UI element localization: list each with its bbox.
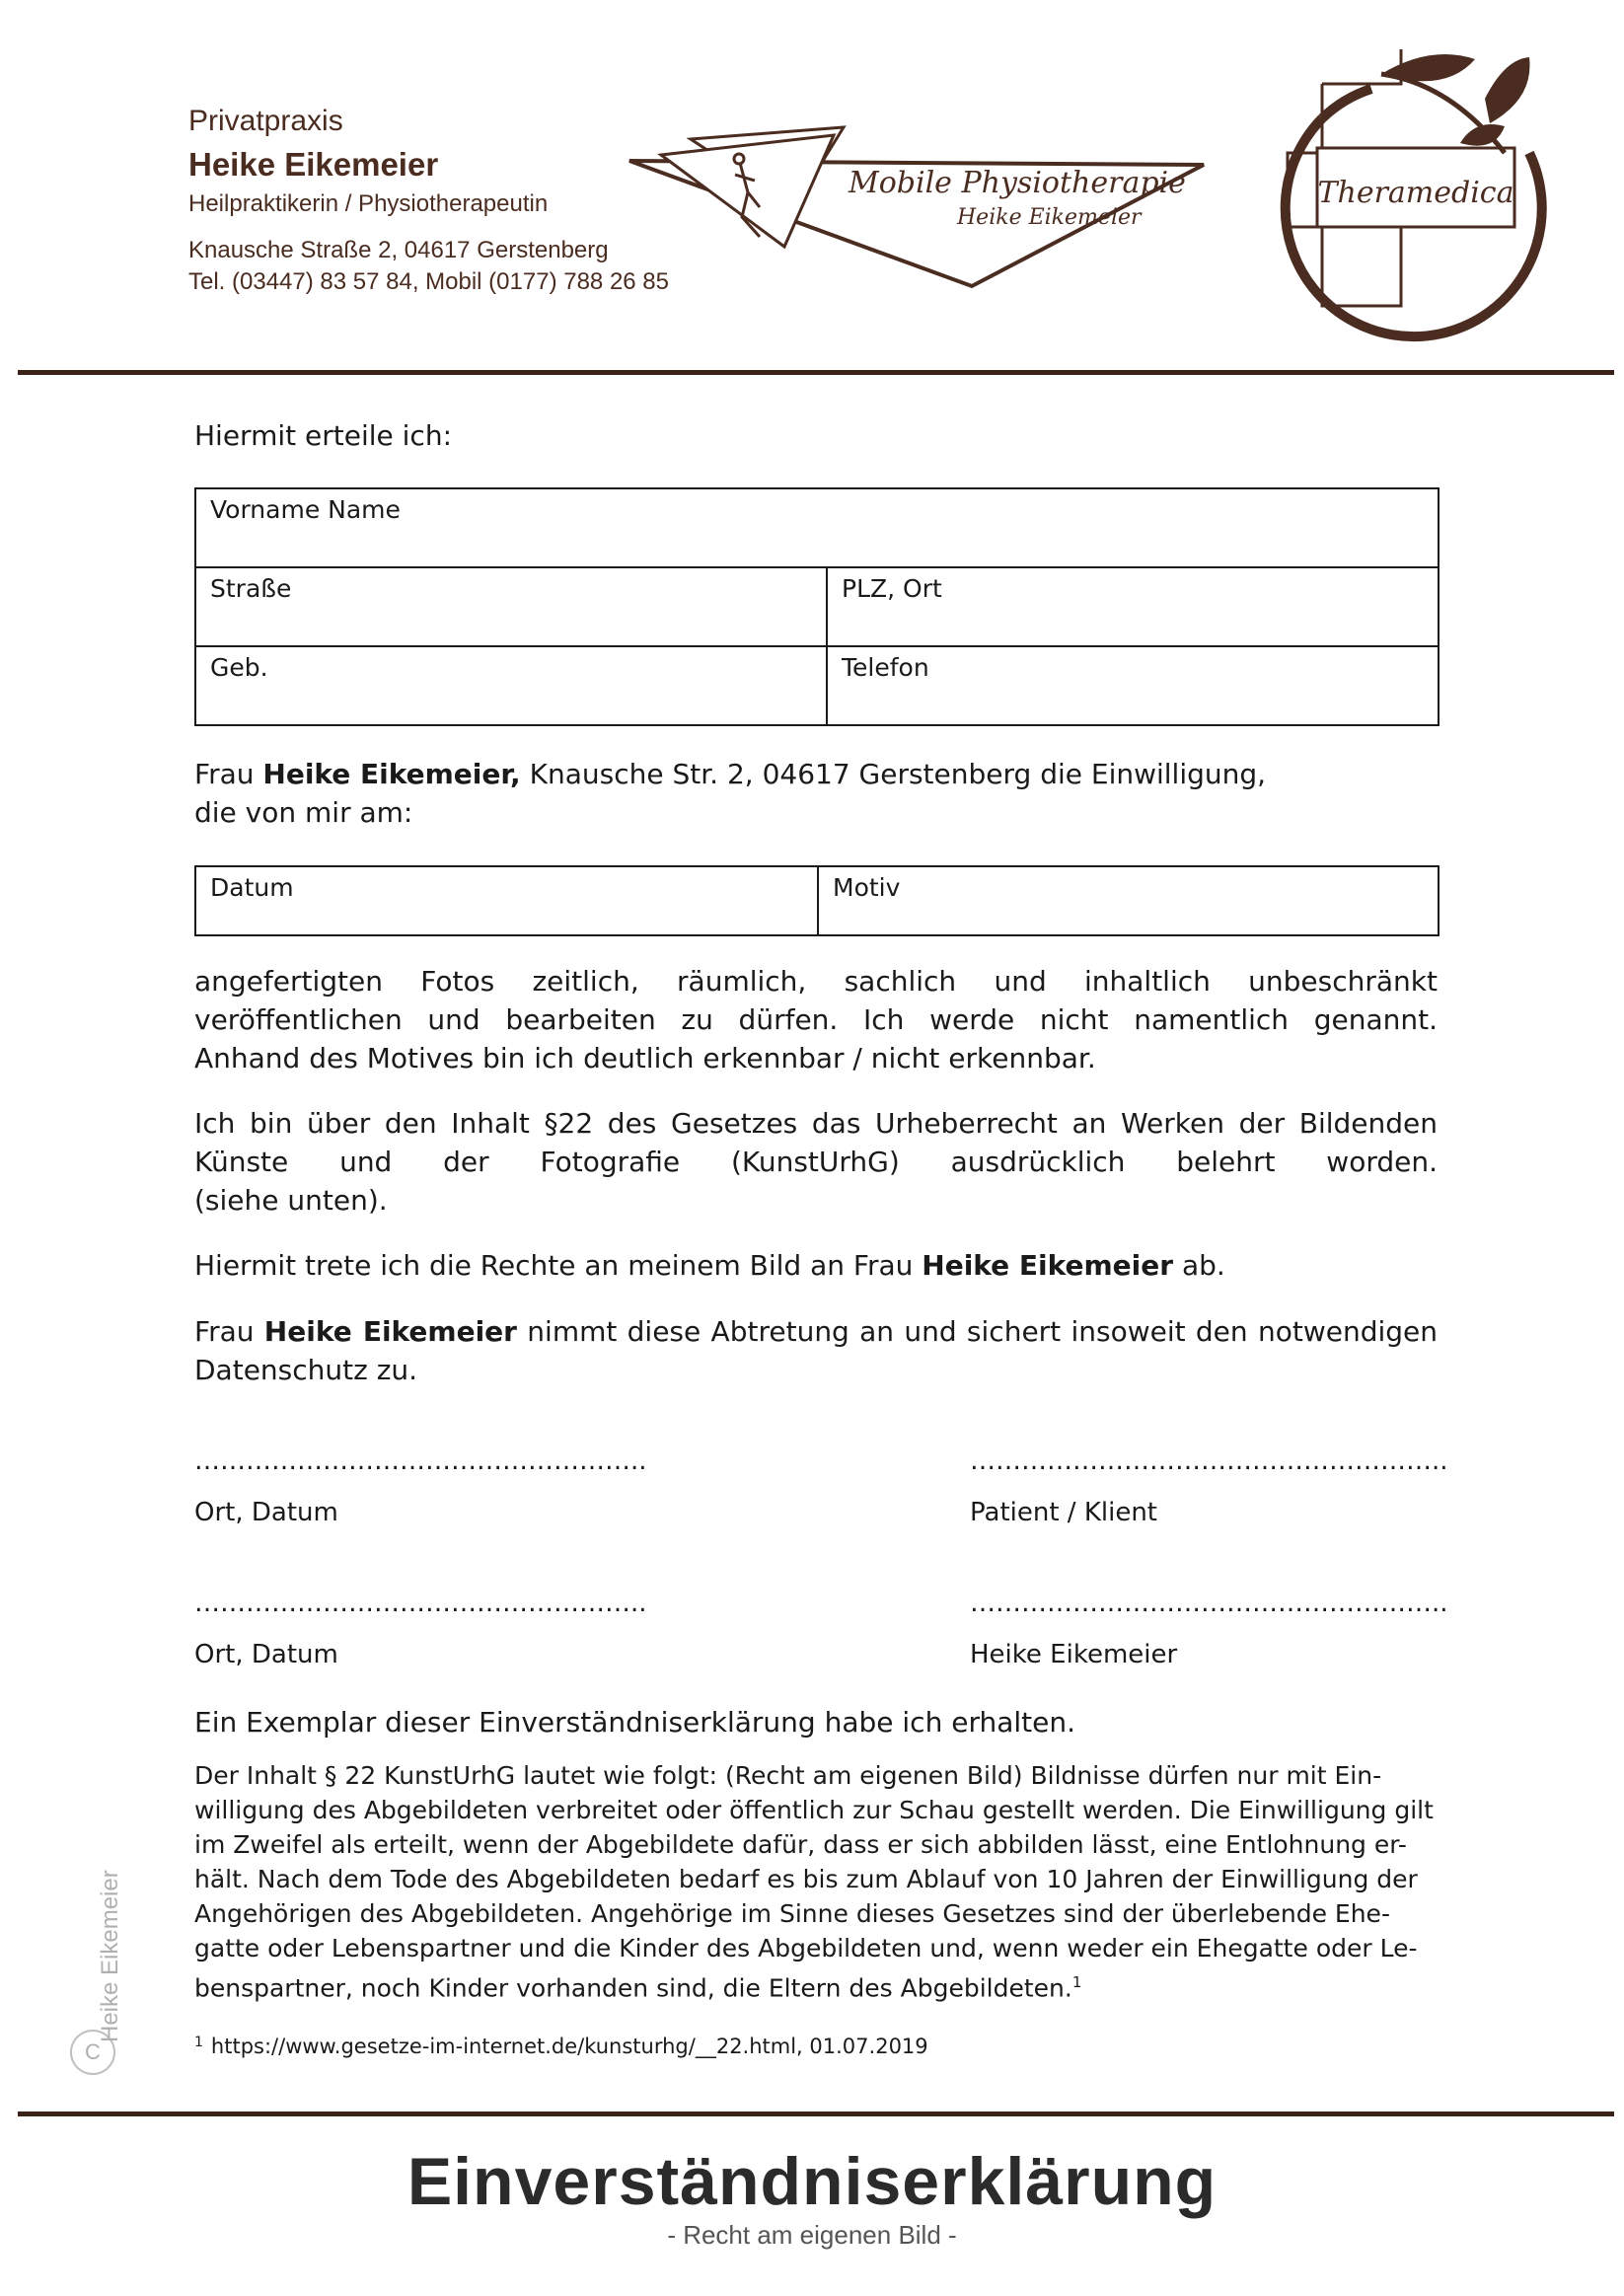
signature-line-place-date-2[interactable]: …………………………………………….. (194, 1589, 647, 1618)
document-title: Einverständniserklärung (406, 2144, 1218, 2219)
law-footnote-mark[interactable]: 1 (1071, 1973, 1082, 1991)
consent-line2: die von mir am: (194, 796, 413, 829)
copyright-icon: C (70, 2030, 115, 2075)
law-text (194, 1758, 1439, 2005)
footer-divider (18, 2111, 1614, 2116)
header-divider (18, 370, 1614, 375)
logo-mobile-line1: Mobile Physiotherapie (849, 166, 1186, 200)
date-label: Datum (210, 873, 294, 902)
phone-label: Telefon (842, 653, 929, 682)
motif-field[interactable] (818, 866, 1439, 935)
consent-text (194, 755, 1438, 832)
consent-prefix: Frau (194, 758, 263, 790)
practice-kind: Privatpraxis (188, 105, 343, 137)
letterhead (0, 0, 1624, 375)
city-field[interactable] (827, 567, 1439, 646)
para2-line3: (siehe unten). (194, 1184, 388, 1217)
logo-brand: Theramedica (1317, 176, 1514, 210)
date-field[interactable] (195, 866, 818, 935)
logo-mobile-line2: Heike Eikemeier (957, 205, 1142, 230)
signature-line-place-date-1[interactable]: …………………………………………….. (194, 1446, 647, 1476)
para1-line3: Anhand des Motives bin ich deutlich erkennbar / nicht erkennbar. (194, 1042, 1096, 1074)
birth-field[interactable] (195, 646, 827, 725)
consent-name: Heike Eikemeier, (262, 758, 521, 790)
label-place-date-1: Ort, Datum (194, 1498, 338, 1527)
para3-name: Heike Eikemeier (922, 1249, 1174, 1282)
phone-field[interactable] (827, 646, 1439, 725)
law-line2: willigung des Abgebildeten verbreitet oder öffentlich zur Schau gestellt werden. Die Einwilligung gilt (194, 1796, 1434, 1824)
paragraph-data-protection (194, 1312, 1438, 1389)
footnote-mark: 1 (194, 2035, 203, 2050)
para3-suffix: ab. (1173, 1249, 1225, 1282)
paragraph-usage-rights (194, 962, 1438, 1077)
paragraph-rights-transfer (194, 1246, 1438, 1285)
para4-prefix: Frau (194, 1315, 264, 1348)
label-place-date-2: Ort, Datum (194, 1640, 338, 1669)
photo-details-form (194, 865, 1439, 936)
practice-phone: Tel. (03447) 83 57 84, Mobil (0177) 788 26 85 (188, 268, 669, 295)
footnote-url[interactable]: https://www.gesetze-im-internet.de/kunsturhg/__22.html, 01.07.2019 (210, 2035, 928, 2058)
birth-label: Geb. (210, 653, 268, 682)
footnote (194, 2035, 928, 2058)
para2-line2: Künste und der Fotografie (KunstUrhG) ausdrücklich belehrt worden. (194, 1146, 1438, 1178)
law-line6: gatte oder Lebenspartner und die Kinder des Abgebildeten und, wenn weder ein Ehegatte oder Le- (194, 1934, 1418, 1963)
copy-received-text: Ein Exemplar dieser Einverständniserklärung habe ich erhalten. (194, 1706, 1076, 1739)
personal-data-form (194, 487, 1439, 726)
city-label: PLZ, Ort (842, 574, 942, 603)
signature-line-patient[interactable]: ……………………………………………….. (970, 1446, 1448, 1476)
law-line7: benspartner, noch Kinder vorhanden sind, die Eltern des Abgebildeten. (194, 1973, 1072, 2003)
para1-line2: veröffentlichen und bearbeiten zu dürfen. Ich werde nicht namentlich genannt. (194, 1003, 1438, 1036)
para3-prefix: Hiermit trete ich die Rechte an meinem Bild an Frau (194, 1249, 923, 1282)
street-field[interactable] (195, 567, 827, 646)
para2-line1: Ich bin über den Inhalt §22 des Gesetzes das Urheberrecht an Werken der Bildenden (194, 1107, 1438, 1140)
law-line5: Angehörigen des Abgebildeten. Angehörige im Sinne dieses Gesetzes sind der überlebende Ehe- (194, 1899, 1390, 1928)
para4-line2: Datenschutz zu. (194, 1354, 418, 1386)
law-line3: im Zweifel als erteilt, wenn der Abgebildete dafür, dass er sich abbilden lässt, eine Entlohnung er- (194, 1830, 1407, 1859)
leaf-icon (1381, 54, 1530, 153)
intro-text: Hiermit erteile ich: (194, 419, 452, 452)
name-field[interactable] (195, 488, 1439, 567)
motif-label: Motiv (833, 873, 901, 902)
law-line1: Der Inhalt § 22 KunstUrhG lautet wie folgt: (Recht am eigenen Bild) Bildnisse dürfen nur mit Ein- (194, 1761, 1382, 1790)
mobile-physiotherapy-logo (622, 113, 1214, 296)
practice-address: Knausche Straße 2, 04617 Gerstenberg (188, 237, 609, 263)
side-watermark: Heike Eikemeier (97, 1870, 123, 2042)
signature-line-therapist[interactable]: ……………………………………………….. (970, 1589, 1448, 1618)
street-label: Straße (210, 574, 292, 603)
practice-owner-role: Heilpraktikerin / Physiotherapeutin (188, 190, 549, 217)
law-line4: hält. Nach dem Tode des Abgebildeten bedarf es bis zum Ablauf von 10 Jahren der Einwilligung der (194, 1865, 1418, 1893)
para4-name: Heike Eikemeier (263, 1315, 517, 1348)
theramedica-logo (1263, 49, 1559, 365)
paragraph-law-notice (194, 1104, 1438, 1220)
document-subtitle: - Recht am eigenen Bild - (667, 2220, 957, 2250)
para1-line1: angefertigten Fotos zeitlich, räumlich, sachlich und inhaltlich unbeschränkt (194, 965, 1438, 998)
para4-rest: nimmt diese Abtretung an und sichert insoweit den notwendigen (516, 1315, 1438, 1348)
practice-owner-name: Heike Eikemeier (188, 146, 439, 183)
label-patient: Patient / Klient (970, 1498, 1157, 1527)
label-therapist: Heike Eikemeier (970, 1640, 1178, 1669)
consent-rest: Knausche Str. 2, 04617 Gerstenberg die Einwilligung, (520, 758, 1267, 790)
name-label: Vorname Name (210, 495, 401, 524)
